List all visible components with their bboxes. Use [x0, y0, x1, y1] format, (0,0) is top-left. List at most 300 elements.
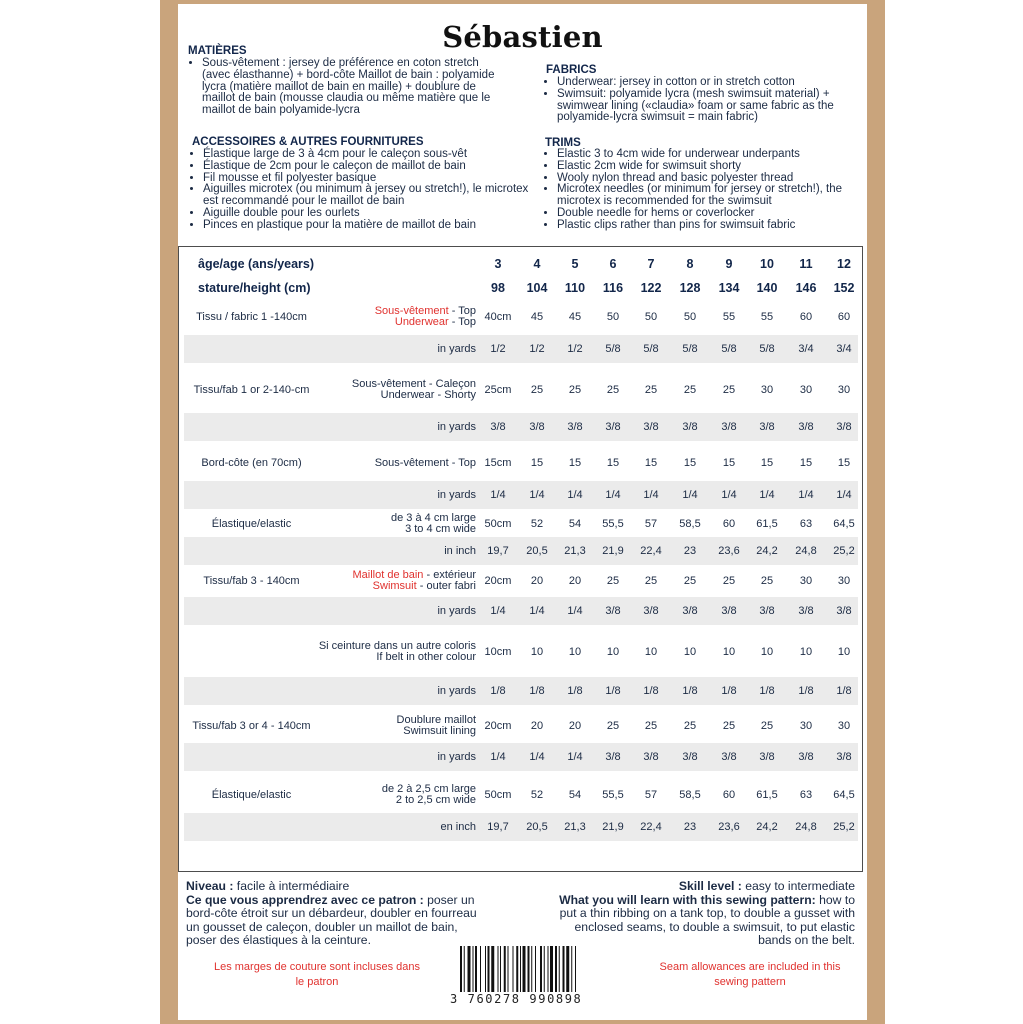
table-cell: 1/4 [721, 488, 737, 501]
height-value: 140 [756, 280, 778, 295]
table-cell: 57 [644, 788, 658, 801]
sublabel-text: in inch [444, 544, 476, 557]
list-item: • Aiguilles microtex (ou minimum à jersey ou stretch!), le microtex est recommandé pour le maillot de bain [203, 184, 543, 208]
barcode-bar [548, 946, 549, 992]
barcode-bar [498, 946, 499, 992]
table-cell: 1/4 [759, 488, 775, 501]
table-cell: 58,5 [679, 788, 701, 801]
table-cell: 25 [644, 574, 658, 587]
table-cell: 1/8 [721, 684, 737, 697]
table-cell: 25 [568, 383, 582, 396]
table-cell: 20cm [484, 574, 512, 587]
table-cell: 24,2 [756, 544, 778, 557]
sublabel-highlight: Sous-vêtement [374, 305, 449, 317]
age-value: 8 [686, 256, 694, 271]
table-cell: 21,9 [602, 820, 624, 833]
table-cell: 3/8 [836, 604, 852, 617]
table-cell: 1/4 [567, 750, 583, 763]
table-cell: 52 [530, 788, 544, 801]
seam-note-fr: Les marges de couture sont incluses dans le patron [213, 961, 421, 988]
row-sublabel [314, 627, 476, 677]
table-cell: 30 [837, 719, 851, 732]
table-cell: 3/8 [643, 420, 659, 433]
table-row [184, 743, 858, 771]
table-cell: 64,5 [833, 788, 855, 801]
table-cell: 1/8 [529, 684, 545, 697]
table-cell: 10 [837, 645, 851, 658]
list-item: • Wooly nylon thread and basic polyester thread [557, 173, 877, 185]
table-cell: 10 [683, 645, 697, 658]
row-label [184, 743, 319, 771]
sublabel-text: in yards [437, 750, 476, 763]
height-value: 104 [526, 280, 548, 295]
learn-en-label: What you will learn with this sewing pattern: [559, 892, 816, 907]
table-cell: 58,5 [679, 517, 701, 530]
sublabel-highlight: Underwear [394, 316, 449, 328]
table-cell: 30 [760, 383, 774, 396]
table-cell: 54 [568, 788, 582, 801]
list-item: • Underwear: jersey in cotton or in stretch cotton [557, 77, 877, 89]
sublabel-text: en inch [440, 820, 476, 833]
sublabel-text: de 2 à 2,5 cm large [381, 783, 476, 795]
table-cell: 50cm [484, 788, 512, 801]
table-cell: 15 [837, 456, 851, 469]
table-cell: 52 [530, 517, 544, 530]
footer-english [545, 880, 855, 948]
skill-value: easy to intermediate [741, 879, 855, 893]
sublabel-text: - extérieur [423, 569, 476, 581]
yardage-table [178, 246, 863, 872]
table-cell: 5/8 [721, 342, 737, 355]
table-cell: 22,4 [640, 820, 662, 833]
table-row [184, 677, 858, 705]
table-cell: 3/8 [682, 750, 698, 763]
row-sublabel [314, 303, 476, 331]
barcode-bar [563, 946, 565, 992]
sublabel-text: If belt in other colour [376, 651, 476, 663]
learn-text: poser un bord-côte étroit sur un débardeur, doubler en fourreau un gousset de caleçon, doubler un maillot de bain, poser des élastiques à la ceinture. [186, 892, 477, 948]
height-header-row [184, 277, 858, 299]
table-row [184, 567, 858, 595]
table-cell: 55,5 [602, 517, 624, 530]
table-cell: 1/8 [798, 684, 814, 697]
table-cell: 10 [530, 645, 544, 658]
table-cell: 21,3 [564, 544, 586, 557]
table-cell: 15 [722, 456, 736, 469]
table-row [184, 777, 858, 813]
row-label [184, 597, 319, 625]
row-label: Élastique/elastic [211, 517, 292, 530]
pattern-title: Sébastien [442, 20, 603, 54]
barcode-bar [468, 946, 471, 992]
table-cell: 3/8 [721, 604, 737, 617]
table-cell: 30 [837, 383, 851, 396]
learn-en-text: how to put a thin ribbing on a tank top, to double a gusset with enclosed seams, to double a swimsuit, to put elastic bands on the belt. [559, 892, 855, 948]
table-cell: 1/4 [490, 488, 506, 501]
level-label: Niveau : [186, 879, 234, 893]
table-row [184, 627, 858, 677]
row-sublabel [314, 777, 476, 813]
table-cell: 25 [760, 719, 774, 732]
row-sublabel [314, 743, 476, 771]
table-cell: 60 [799, 310, 813, 323]
level-value: facile à intermédiaire [233, 879, 350, 893]
barcode-bar [571, 946, 572, 992]
table-cell: 23 [683, 544, 697, 557]
height-value: 98 [491, 280, 505, 295]
barcode-bar [475, 946, 477, 992]
sublabel-text: Sous-vêtement - Caleçon [351, 378, 476, 390]
table-cell: 3/8 [529, 420, 545, 433]
sublabel-highlight: Swimsuit [372, 580, 417, 592]
list-item: • Elastic 2cm wide for swimsuit shorty [557, 161, 877, 173]
sublabel-text: in yards [437, 604, 476, 617]
table-cell: 15cm [484, 456, 512, 469]
table-cell: 15 [606, 456, 620, 469]
row-sublabel [314, 567, 476, 595]
table-cell: 25 [760, 574, 774, 587]
table-cell: 25 [683, 574, 697, 587]
row-label: Tissu/fab 3 - 140cm [203, 574, 300, 587]
table-cell: 1/8 [605, 684, 621, 697]
table-cell: 25cm [484, 383, 512, 396]
table-cell: 3/8 [490, 420, 506, 433]
table-row [184, 813, 858, 841]
sublabel-text: in yards [437, 420, 476, 433]
row-label: Tissu/fab 1 or 2-140-cm [193, 383, 310, 396]
table-cell: 1/8 [567, 684, 583, 697]
table-cell: 20 [530, 574, 544, 587]
barcode-bar [488, 946, 490, 992]
list-item: • Microtex needles (or minimum for jersey or stretch!), the microtex is recommended for the swimsuit [557, 184, 877, 208]
table-cell: 50 [644, 310, 658, 323]
sublabel-text: - Top [448, 305, 476, 317]
age-value: 3 [494, 256, 502, 271]
row-sublabel [314, 537, 476, 565]
table-cell: 60 [722, 517, 736, 530]
row-sublabel [314, 371, 476, 409]
row-label: Élastique/elastic [211, 788, 292, 801]
list-item: • Plastic clips rather than pins for swimsuit fabric [557, 220, 877, 232]
row-sublabel [314, 677, 476, 705]
table-cell: 5/8 [759, 342, 775, 355]
table-cell: 1/8 [490, 684, 506, 697]
barcode-bar [485, 946, 486, 992]
table-cell: 24,8 [795, 544, 817, 557]
row-label: Bord-côte (en 70cm) [201, 456, 302, 469]
table-cell: 3/8 [605, 604, 621, 617]
table-cell: 15 [530, 456, 544, 469]
table-cell: 21,9 [602, 544, 624, 557]
table-cell: 61,5 [756, 788, 778, 801]
row-label [184, 335, 319, 363]
table-cell: 63 [799, 788, 813, 801]
accessories-heading: ACCESSOIRES & AUTRES FOURNITURES [192, 136, 424, 148]
table-cell: 1/4 [682, 488, 698, 501]
sublabel-text: Underwear - Shorty [380, 389, 476, 401]
table-cell: 10cm [484, 645, 512, 658]
table-cell: 1/8 [836, 684, 852, 697]
barcode-bar [473, 946, 474, 992]
table-cell: 3/8 [759, 420, 775, 433]
barcode-bar [555, 946, 557, 992]
table-cell: 1/8 [643, 684, 659, 697]
age-value: 4 [533, 256, 541, 271]
table-cell: 25 [606, 719, 620, 732]
barcode-bar [513, 946, 514, 992]
table-cell: 3/8 [759, 604, 775, 617]
age-value: 7 [647, 256, 655, 271]
table-cell: 3/8 [605, 750, 621, 763]
height-value: 146 [795, 280, 817, 295]
sublabel-text: Sous-vêtement - Top [374, 456, 476, 469]
table-cell: 5/8 [643, 342, 659, 355]
table-cell: 20,5 [526, 544, 548, 557]
table-cell: 1/4 [490, 750, 506, 763]
table-cell: 20,5 [526, 820, 548, 833]
table-cell: 21,3 [564, 820, 586, 833]
table-cell: 25 [530, 383, 544, 396]
table-cell: 60 [722, 788, 736, 801]
table-cell: 25,2 [833, 820, 855, 833]
barcode-bar [540, 946, 542, 992]
barcode-bar [460, 946, 462, 992]
materials-heading: MATIÈRES [188, 45, 247, 57]
table-cell: 25,2 [833, 544, 855, 557]
row-sublabel [314, 509, 476, 539]
table-cell: 60 [837, 310, 851, 323]
table-cell: 61,5 [756, 517, 778, 530]
table-cell: 1/4 [529, 750, 545, 763]
age-value: 6 [609, 256, 617, 271]
table-row [184, 509, 858, 539]
table-cell: 30 [799, 574, 813, 587]
table-cell: 30 [837, 574, 851, 587]
table-row [184, 449, 858, 477]
footer-french [186, 880, 486, 948]
barcode-bar [504, 946, 506, 992]
row-sublabel [314, 481, 476, 509]
table-cell: 1/8 [759, 684, 775, 697]
table-cell: 5/8 [605, 342, 621, 355]
sublabel-text: Swimsuit lining [403, 725, 476, 737]
age-value: 5 [571, 256, 579, 271]
barcode-bar [575, 946, 576, 992]
table-cell: 20 [530, 719, 544, 732]
table-cell: 3/8 [643, 750, 659, 763]
table-cell: 1/4 [798, 488, 814, 501]
barcode-bar [480, 946, 481, 992]
table-cell: 22,4 [640, 544, 662, 557]
table-cell: 54 [568, 517, 582, 530]
table-cell: 10 [799, 645, 813, 658]
table-cell: 23 [683, 820, 697, 833]
table-cell: 15 [683, 456, 697, 469]
list-item: • Élastique de 2cm pour le caleçon de maillot de bain [203, 161, 543, 173]
seam-note-en: Seam allowances are included in this sewing pattern [659, 961, 841, 988]
table-cell: 50cm [484, 517, 512, 530]
table-row [184, 371, 858, 409]
table-cell: 25 [722, 574, 736, 587]
row-label [184, 677, 319, 705]
barcode-bar [535, 946, 536, 992]
row-label [184, 481, 319, 509]
sublabel-text: de 3 à 4 cm large [391, 512, 476, 524]
height-value: 110 [564, 280, 586, 295]
sublabel-text: in yards [437, 684, 476, 697]
sublabel-text: in yards [437, 342, 476, 355]
barcode-bar [528, 946, 530, 992]
list-item: • Swimsuit: polyamide lycra (mesh swimsuit material) + swimwear lining («claudia» foam or same fabric as the polyamide-lycra swimsuit = main fabric) [557, 89, 877, 124]
table-row [184, 413, 858, 441]
table-cell: 3/8 [836, 420, 852, 433]
barcode [460, 946, 606, 992]
list-item: • Double needle for hems or coverlocker [557, 208, 877, 220]
height-header-label: stature/height (cm) [198, 280, 311, 295]
barcode-bar [491, 946, 494, 992]
accessories-list [181, 149, 543, 232]
sublabel-text: Si ceinture dans un autre coloris [318, 640, 476, 652]
table-cell: 45 [568, 310, 582, 323]
sublabel-highlight: Maillot de bain [352, 569, 424, 581]
list-item: • Aiguille double pour les ourlets [203, 208, 543, 220]
height-value: 128 [679, 280, 701, 295]
list-item: • Sous-vêtement : jersey de préférence en coton stretch (avec élasthanne) + bord-côte Maillot de bain : polyamide lycra (matière maillot de bain en maille) + doublure de maillot de bain (mousse claudia ou même matière que le maillot de bain polyamide-lycra [202, 58, 502, 117]
row-sublabel [314, 413, 476, 441]
table-cell: 20 [568, 574, 582, 587]
table-cell: 3/8 [798, 604, 814, 617]
row-label [184, 537, 319, 565]
materials-list [180, 58, 502, 117]
table-cell: 3/8 [836, 750, 852, 763]
row-label: Tissu / fabric 1 -140cm [196, 310, 307, 323]
table-cell: 3/8 [721, 750, 737, 763]
table-row [184, 303, 858, 331]
sublabel-text: - outer fabri [416, 580, 476, 592]
barcode-bar [550, 946, 553, 992]
trims-list [535, 149, 877, 232]
age-value: 10 [760, 256, 774, 271]
table-cell: 57 [644, 517, 658, 530]
list-item: • Pinces en plastique pour la matière de maillot de bain [203, 220, 543, 232]
table-cell: 25 [683, 719, 697, 732]
table-row [184, 709, 858, 743]
table-cell: 3/8 [567, 420, 583, 433]
table-cell: 5/8 [682, 342, 698, 355]
barcode-digits: 3 760278 990898 [450, 992, 583, 1006]
table-cell: 3/8 [759, 750, 775, 763]
table-cell: 40cm [484, 310, 512, 323]
row-label [184, 813, 319, 841]
table-cell: 10 [606, 645, 620, 658]
table-cell: 25 [644, 383, 658, 396]
table-cell: 50 [683, 310, 697, 323]
table-cell: 23,6 [718, 544, 740, 557]
barcode-bar [531, 946, 532, 992]
table-cell: 1/4 [529, 604, 545, 617]
sublabel-text: in yards [437, 488, 476, 501]
row-label [184, 413, 319, 441]
table-cell: 3/4 [836, 342, 852, 355]
row-label [184, 627, 319, 677]
row-sublabel [314, 709, 476, 743]
table-cell: 1/4 [529, 488, 545, 501]
table-cell: 1/4 [836, 488, 852, 501]
table-cell: 3/8 [682, 604, 698, 617]
table-cell: 3/8 [721, 420, 737, 433]
table-cell: 24,8 [795, 820, 817, 833]
sublabel-text: 2 to 2,5 cm wide [395, 794, 476, 806]
table-cell: 50 [606, 310, 620, 323]
age-value: 12 [837, 256, 851, 271]
sublabel-text: 3 to 4 cm wide [405, 523, 476, 535]
table-cell: 1/2 [490, 342, 506, 355]
table-cell: 25 [683, 383, 697, 396]
table-cell: 30 [799, 383, 813, 396]
table-cell: 25 [606, 383, 620, 396]
table-cell: 3/8 [798, 750, 814, 763]
table-cell: 10 [644, 645, 658, 658]
barcode-bar [559, 946, 560, 992]
barcode-bar [464, 946, 465, 992]
height-value: 122 [640, 280, 662, 295]
barcode-bar [500, 946, 501, 992]
table-row [184, 537, 858, 565]
table-cell: 20 [568, 719, 582, 732]
table-cell: 55,5 [602, 788, 624, 801]
height-value: 116 [602, 280, 624, 295]
table-row [184, 597, 858, 625]
list-item: • Elastic 3 to 4cm wide for underwear underpants [557, 149, 877, 161]
fabrics-list [535, 77, 877, 124]
table-cell: 10 [722, 645, 736, 658]
table-cell: 63 [799, 517, 813, 530]
barcode-bar [544, 946, 545, 992]
table-cell: 55 [760, 310, 774, 323]
trims-heading: TRIMS [545, 137, 581, 149]
age-header-label: âge/age (ans/years) [198, 256, 315, 271]
row-sublabel [314, 597, 476, 625]
sublabel-text: - Top [448, 316, 476, 328]
table-cell: 1/2 [567, 342, 583, 355]
table-cell: 24,2 [756, 820, 778, 833]
age-value: 11 [799, 256, 813, 271]
table-cell: 1/4 [567, 488, 583, 501]
list-item: • Élastique large de 3 à 4cm pour le caleçon sous-vêt [203, 149, 543, 161]
table-cell: 15 [568, 456, 582, 469]
table-cell: 10 [568, 645, 582, 658]
table-cell: 10 [760, 645, 774, 658]
barcode-bar [566, 946, 569, 992]
sublabel-text: Doublure maillot [396, 714, 476, 726]
table-cell: 1/8 [682, 684, 698, 697]
row-sublabel [314, 335, 476, 363]
table-cell: 19,7 [487, 544, 509, 557]
table-cell: 3/8 [605, 420, 621, 433]
age-header-row [184, 253, 858, 275]
table-cell: 3/8 [798, 420, 814, 433]
table-row [184, 481, 858, 509]
table-cell: 25 [644, 719, 658, 732]
table-cell: 30 [799, 719, 813, 732]
table-cell: 15 [760, 456, 774, 469]
list-item: • Fil mousse et fil polyester basique [203, 173, 543, 185]
table-row [184, 335, 858, 363]
table-cell: 3/4 [798, 342, 814, 355]
table-cell: 25 [722, 719, 736, 732]
table-cell: 19,7 [487, 820, 509, 833]
age-value: 9 [725, 256, 733, 271]
